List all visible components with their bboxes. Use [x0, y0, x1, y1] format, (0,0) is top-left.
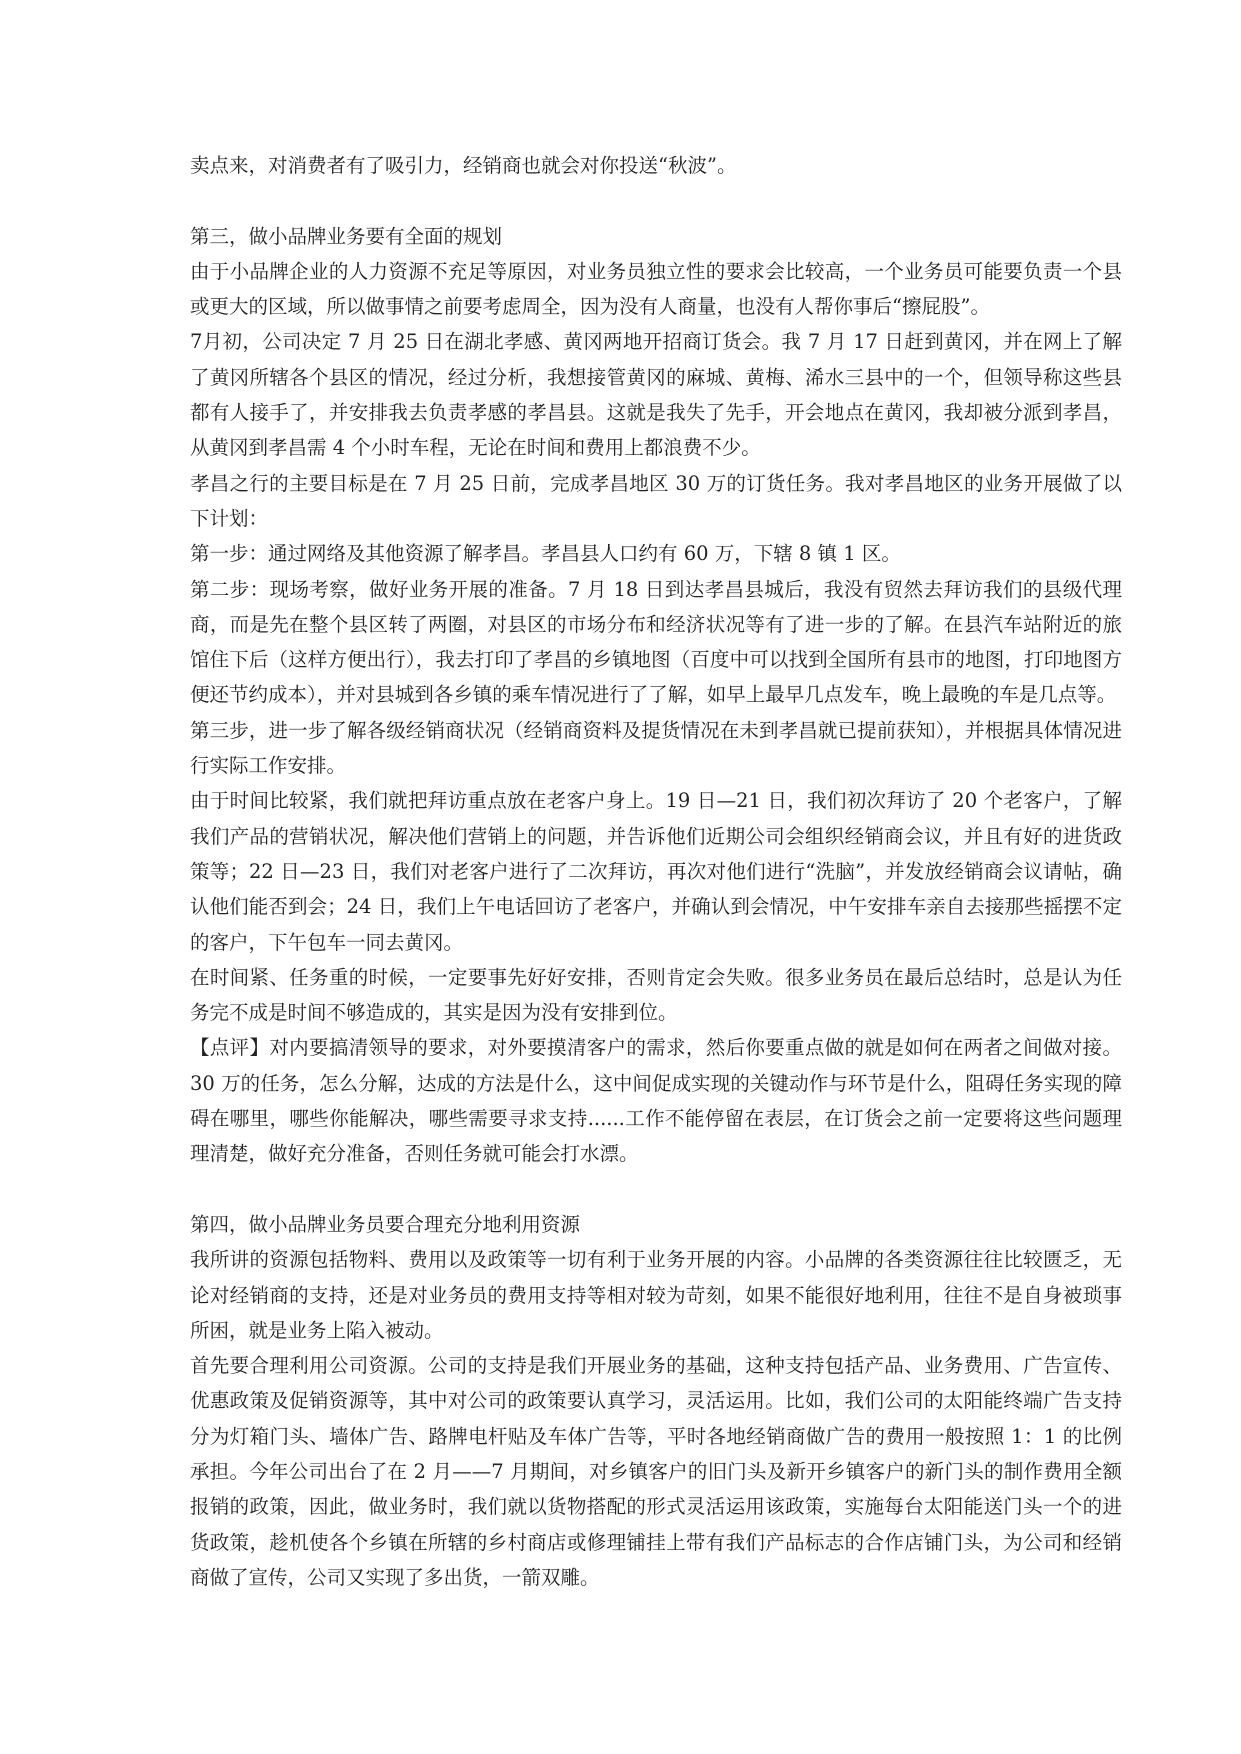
paragraph: 由于小品牌企业的人力资源不充足等原因，对业务员独立性的要求会比较高，一个业务员可能要负责一个县或更大的区域，所以做事情之前要考虑周全，因为没有人商量，也没有人帮你事后“擦屁股”。 — [190, 259, 1122, 319]
paragraph: 由于时间比较紧，我们就把拜访重点放在老客户身上。19 日—21 日，我们初次拜访了 20 个老客户，了解我们产品的营销状况，解决他们营销上的问题，并告诉他们近期公司会组织经销商会议，并且有好的进货政策等；22 日—23 日，我们对老客户进行了二次拜访，再次对他们进行“洗脑”，并发放经销商会议请帖，确认他们能否到会；24 日，我们上午电话回访了老客户，并确认到会情况，中午安排车亲自去接那些摇摆不定的客户，下午包车一同去黄冈。 — [190, 789, 1122, 954]
paragraph: 7月初，公司决定 7 月 25 日在湖北孝感、黄冈两地开招商订货会。我 7 月 17 日赶到黄冈，并在网上了解了黄冈所辖各个县区的情况，经过分析，我想接管黄冈的麻城、黄梅、浠水三县中的一个，但领导称这些县都有人接手了，并安排我去负责孝感的孝昌县。这就是我失了先手，开会地点在黄冈，我却被分派到孝昌，从黄冈到孝昌需 4 个小时车程，无论在时间和费用上都浪费不少。 — [190, 330, 1122, 460]
section-heading: 第三，做小品牌业务要有全面的规划 — [190, 224, 503, 248]
paragraph: 首先要合理利用公司资源。公司的支持是我们开展业务的基础，这种支持包括产品、业务费用、广告宣传、优惠政策及促销资源等，其中对公司的政策要认真学习，灵活运用。比如，我们公司的太阳能终端广告支持分为灯箱门头、墙体广告、路牌电杆贴及车体广告等，平时各地经销商做广告的费用一般按照 1：1 的比例承担。今年公司出台了在 2 月——7 月期间，对乡镇客户的旧门头及新开乡镇客户的新门头的制作费用全额报销的政策，因此，做业务时，我们就以货物搭配的形式灵活运用该政策，实施每台太阳能送门头一个的进货政策，趁机使各个乡镇在所辖的乡村商店或修理铺挂上带有我们产品标志的合作店铺门头，为公司和经销商做了宣传，公司又实现了多出货，一箭双雕。 — [190, 1354, 1122, 1589]
paragraph: 第三步，进一步了解各级经销商状况（经销商资料及提货情况在未到孝昌就已提前获知），并根据具体情况进行实际工作安排。 — [190, 718, 1122, 778]
paragraph-gap — [190, 1172, 1122, 1207]
paragraph: 卖点来，对消费者有了吸引力，经销商也就会对你投送“秋波”。 — [190, 154, 737, 177]
paragraph: 孝昌之行的主要目标是在 7 月 25 日前，完成孝昌地区 30 万的订货任务。我对孝昌地区的业务开展做了以下计划： — [190, 471, 1122, 530]
paragraph: 在时间紧、任务重的时候，一定要事先好好安排，否则肯定会失败。很多业务员在最后总结时，总是认为任务完不成是时间不够造成的，其实是因为没有安排到位。 — [190, 965, 1122, 1025]
paragraph: 第二步：现场考察，做好业务开展的准备。7 月 18 日到达孝昌县城后，我没有贸然去拜访我们的县级代理商，而是先在整个县区转了两圈，对县区的市场分布和经济状况等有了进一步的了解。在县汽车站附近的旅馆住下后（这样方便出行），我去打印了孝昌的乡镇地图（百度中可以找到全国所有县市的地图，打印地图方便还节约成本），并对县城到各乡镇的乘车情况进行了了解，如早上最早几点发车，晚上最晚的车是几点等。 — [190, 577, 1122, 707]
section-heading: 第四，做小品牌业务员要合理充分地利用资源 — [190, 1212, 581, 1236]
paragraph-gap — [190, 183, 1122, 218]
comment-paragraph: 【点评】对内要搞清领导的要求，对外要摸清客户的需求，然后你要重点做的就是如何在两者之间做对接。30 万的任务，怎么分解，达成的方法是什么，这中间促成实现的关键动作与环节是什么，阻碍任务实现的障碍在哪里，哪些你能解决，哪些需要寻求支持......工作不能停留在表层，在订货会之前一定要将这些问题理理清楚，做好充分准备，否则任务就可能会打水漂。 — [190, 1036, 1122, 1166]
paragraph: 第一步：通过网络及其他资源了解孝昌。孝昌县人口约有 60 万，下辖 8 镇 1 区。 — [190, 542, 901, 566]
document-body — [190, 148, 1122, 1595]
paragraph: 我所讲的资源包括物料、费用以及政策等一切有利于业务开展的内容。小品牌的各类资源往往比较匮乏，无论对经销商的支持，还是对业务员的费用支持等相对较为苛刻，如果不能很好地利用，往往不是自身被琐事所困，就是业务上陷入被动。 — [190, 1248, 1122, 1342]
